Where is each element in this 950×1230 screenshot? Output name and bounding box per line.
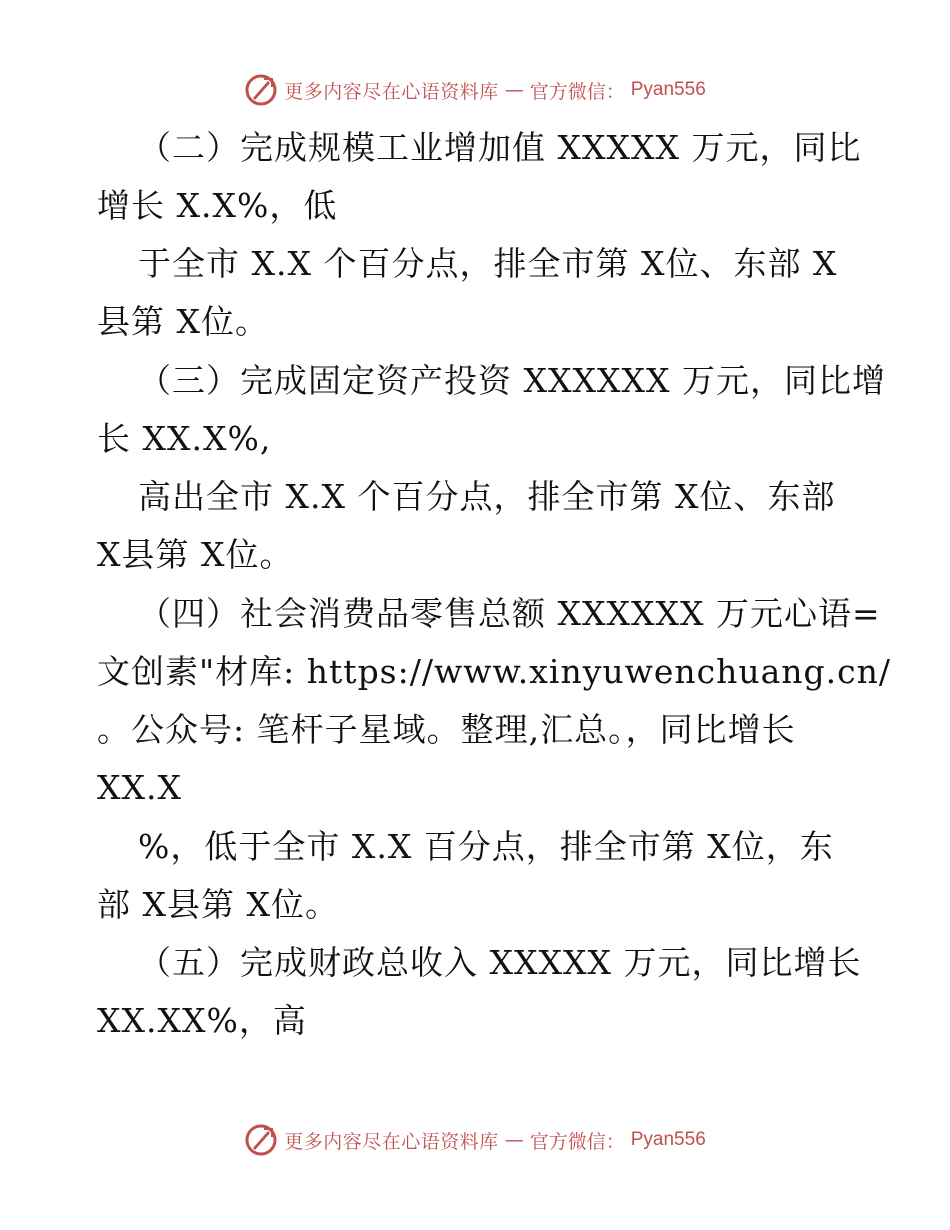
wechat-label: 官方微信： <box>529 80 625 103</box>
watermark-text: 更多内容尽在心语资料库 <box>284 80 499 103</box>
text-line: 文创素"材库: https://www.xinyuwenchuang.cn/ <box>97 652 892 691</box>
text-line: 于全市 X.X 个百分点，排全市第 X位、东部 X <box>138 244 838 283</box>
text-line: （三）完成固定资产投资 XXXXXX 万元，同比增 <box>138 361 886 400</box>
text-line: 县第 X位。 <box>97 302 269 341</box>
text-line: （四）社会消费品零售总额 XXXXXX 万元心语= <box>138 594 881 633</box>
text-line: （二）完成规模工业增加值 XXXXX 万元，同比 <box>138 128 862 167</box>
text-line: 。公众号: 笔杆子星域。整理,汇总。，同比增长 <box>97 710 796 749</box>
watermark-separator: — <box>504 1129 524 1151</box>
text-line: （五）完成财政总收入 XXXXX 万元，同比增长 <box>138 943 862 982</box>
quill-logo-icon <box>244 1123 278 1157</box>
text-line: 高出全市 X.X 个百分点，排全市第 X位、东部 <box>138 477 836 516</box>
watermark-text: 更多内容尽在心语资料库 <box>284 1130 499 1153</box>
text-line: XX.XX%，高 <box>97 1001 307 1040</box>
text-line: %，低于全市 X.X 百分点，排全市第 X位，东 <box>138 827 834 866</box>
watermark-separator: — <box>504 79 524 101</box>
text-line: XX.X <box>97 768 182 807</box>
text-line: 增长 X.X%，低 <box>97 186 338 225</box>
text-line: 长 XX.X%, <box>97 419 272 458</box>
footer-watermark <box>0 1120 950 1160</box>
text-line: 部 X县第 X位。 <box>97 885 339 924</box>
text-line: X县第 X位。 <box>97 535 294 574</box>
watermark-banner <box>244 1123 706 1157</box>
wechat-id: Pyan556 <box>630 79 706 100</box>
wechat-id: Pyan556 <box>630 1129 706 1150</box>
wechat-label: 官方微信： <box>529 1130 625 1153</box>
